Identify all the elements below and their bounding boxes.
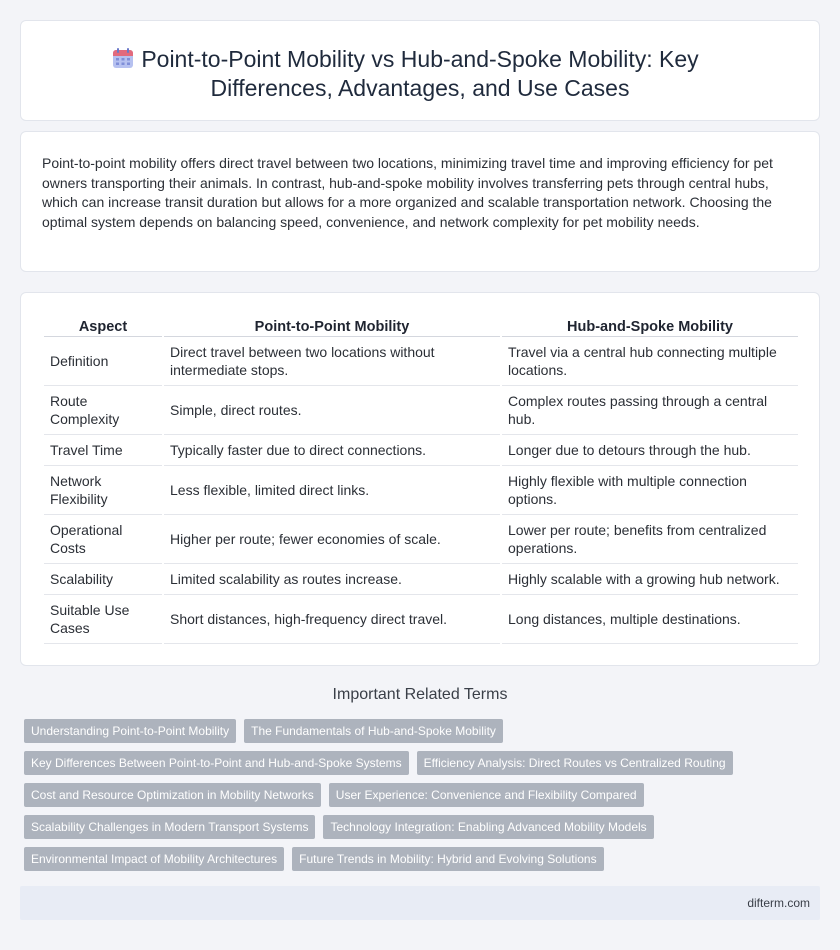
header-hub-and-spoke: Hub-and-Spoke Mobility [502,315,798,337]
comparison-table [42,315,800,644]
cell-hub-and-spoke: Lower per route; benefits from centralized operations. [502,515,798,564]
cell-aspect: Definition [44,337,162,386]
table-row [44,435,798,466]
table-row [44,337,798,386]
related-terms-title: Important Related Terms [332,686,508,703]
table-row [44,466,798,515]
cell-point-to-point: Simple, direct routes. [164,386,500,435]
tag-row [24,815,814,839]
tag-row [24,783,814,807]
tag-row [24,719,814,743]
cell-hub-and-spoke: Travel via a central hub connecting multiple locations. [502,337,798,386]
cell-aspect: Scalability [44,564,162,595]
title-card [20,20,820,121]
intro-card [20,131,820,272]
cell-hub-and-spoke: Highly scalable with a growing hub network. [502,564,798,595]
cell-point-to-point: Typically faster due to direct connections. [164,435,500,466]
table-row [44,386,798,435]
cell-point-to-point: Limited scalability as routes increase. [164,564,500,595]
tag-row [24,751,814,775]
related-term-link[interactable]: Key Differences Between Point-to-Point and Hub-and-Spoke Systems [24,751,409,775]
related-term-link[interactable]: Scalability Challenges in Modern Transport Systems [24,815,315,839]
cell-aspect: Operational Costs [44,515,162,564]
comparison-card [20,292,820,666]
cell-aspect: Network Flexibility [44,466,162,515]
cell-point-to-point: Higher per route; fewer economies of scale. [164,515,500,564]
related-term-link[interactable]: Efficiency Analysis: Direct Routes vs Centralized Routing [417,751,733,775]
cell-aspect: Suitable Use Cases [44,595,162,644]
related-terms-list [24,719,814,879]
table-row [44,595,798,644]
related-term-link[interactable]: Understanding Point-to-Point Mobility [24,719,236,743]
table-row [44,515,798,564]
cell-hub-and-spoke: Complex routes passing through a central hub. [502,386,798,435]
cell-point-to-point: Short distances, high-frequency direct travel. [164,595,500,644]
cell-hub-and-spoke: Long distances, multiple destinations. [502,595,798,644]
header-point-to-point: Point-to-Point Mobility [164,315,500,337]
table-header-row [44,315,798,337]
cell-aspect: Travel Time [44,435,162,466]
related-term-link[interactable]: User Experience: Convenience and Flexibility Compared [329,783,644,807]
cell-point-to-point: Direct travel between two locations without intermediate stops. [164,337,500,386]
cell-hub-and-spoke: Longer due to detours through the hub. [502,435,798,466]
related-term-link[interactable]: The Fundamentals of Hub-and-Spoke Mobility [244,719,503,743]
cell-point-to-point: Less flexible, limited direct links. [164,466,500,515]
page-title: Point-to-Point Mobility vs Hub-and-Spoke Mobility: Key Differences, Advantages, and Use Cases [141,46,699,101]
related-term-link[interactable]: Technology Integration: Enabling Advanced Mobility Models [323,815,653,839]
table-row [44,564,798,595]
tag-row [24,847,814,871]
cell-hub-and-spoke: Highly flexible with multiple connection options. [502,466,798,515]
intro-paragraph: Point-to-point mobility offers direct travel between two locations, minimizing travel time and improving efficiency for pet owners transporting their animals. In contrast, hub-and-spoke mobility involves transferring pets through central hubs, which can increase transit duration but allows for a more organized and scalable transportation network. Choosing the optimal system depends on balancing speed, convenience, and network complexity for pet mobility needs. [42,155,773,230]
cell-aspect: Route Complexity [44,386,162,435]
header-aspect: Aspect [44,315,162,337]
related-term-link[interactable]: Future Trends in Mobility: Hybrid and Evolving Solutions [292,847,603,871]
footer-site-link[interactable]: difterm.com [747,896,810,910]
related-term-link[interactable]: Cost and Resource Optimization in Mobility Networks [24,783,321,807]
related-term-link[interactable]: Environmental Impact of Mobility Architectures [24,847,284,871]
footer [20,886,820,920]
